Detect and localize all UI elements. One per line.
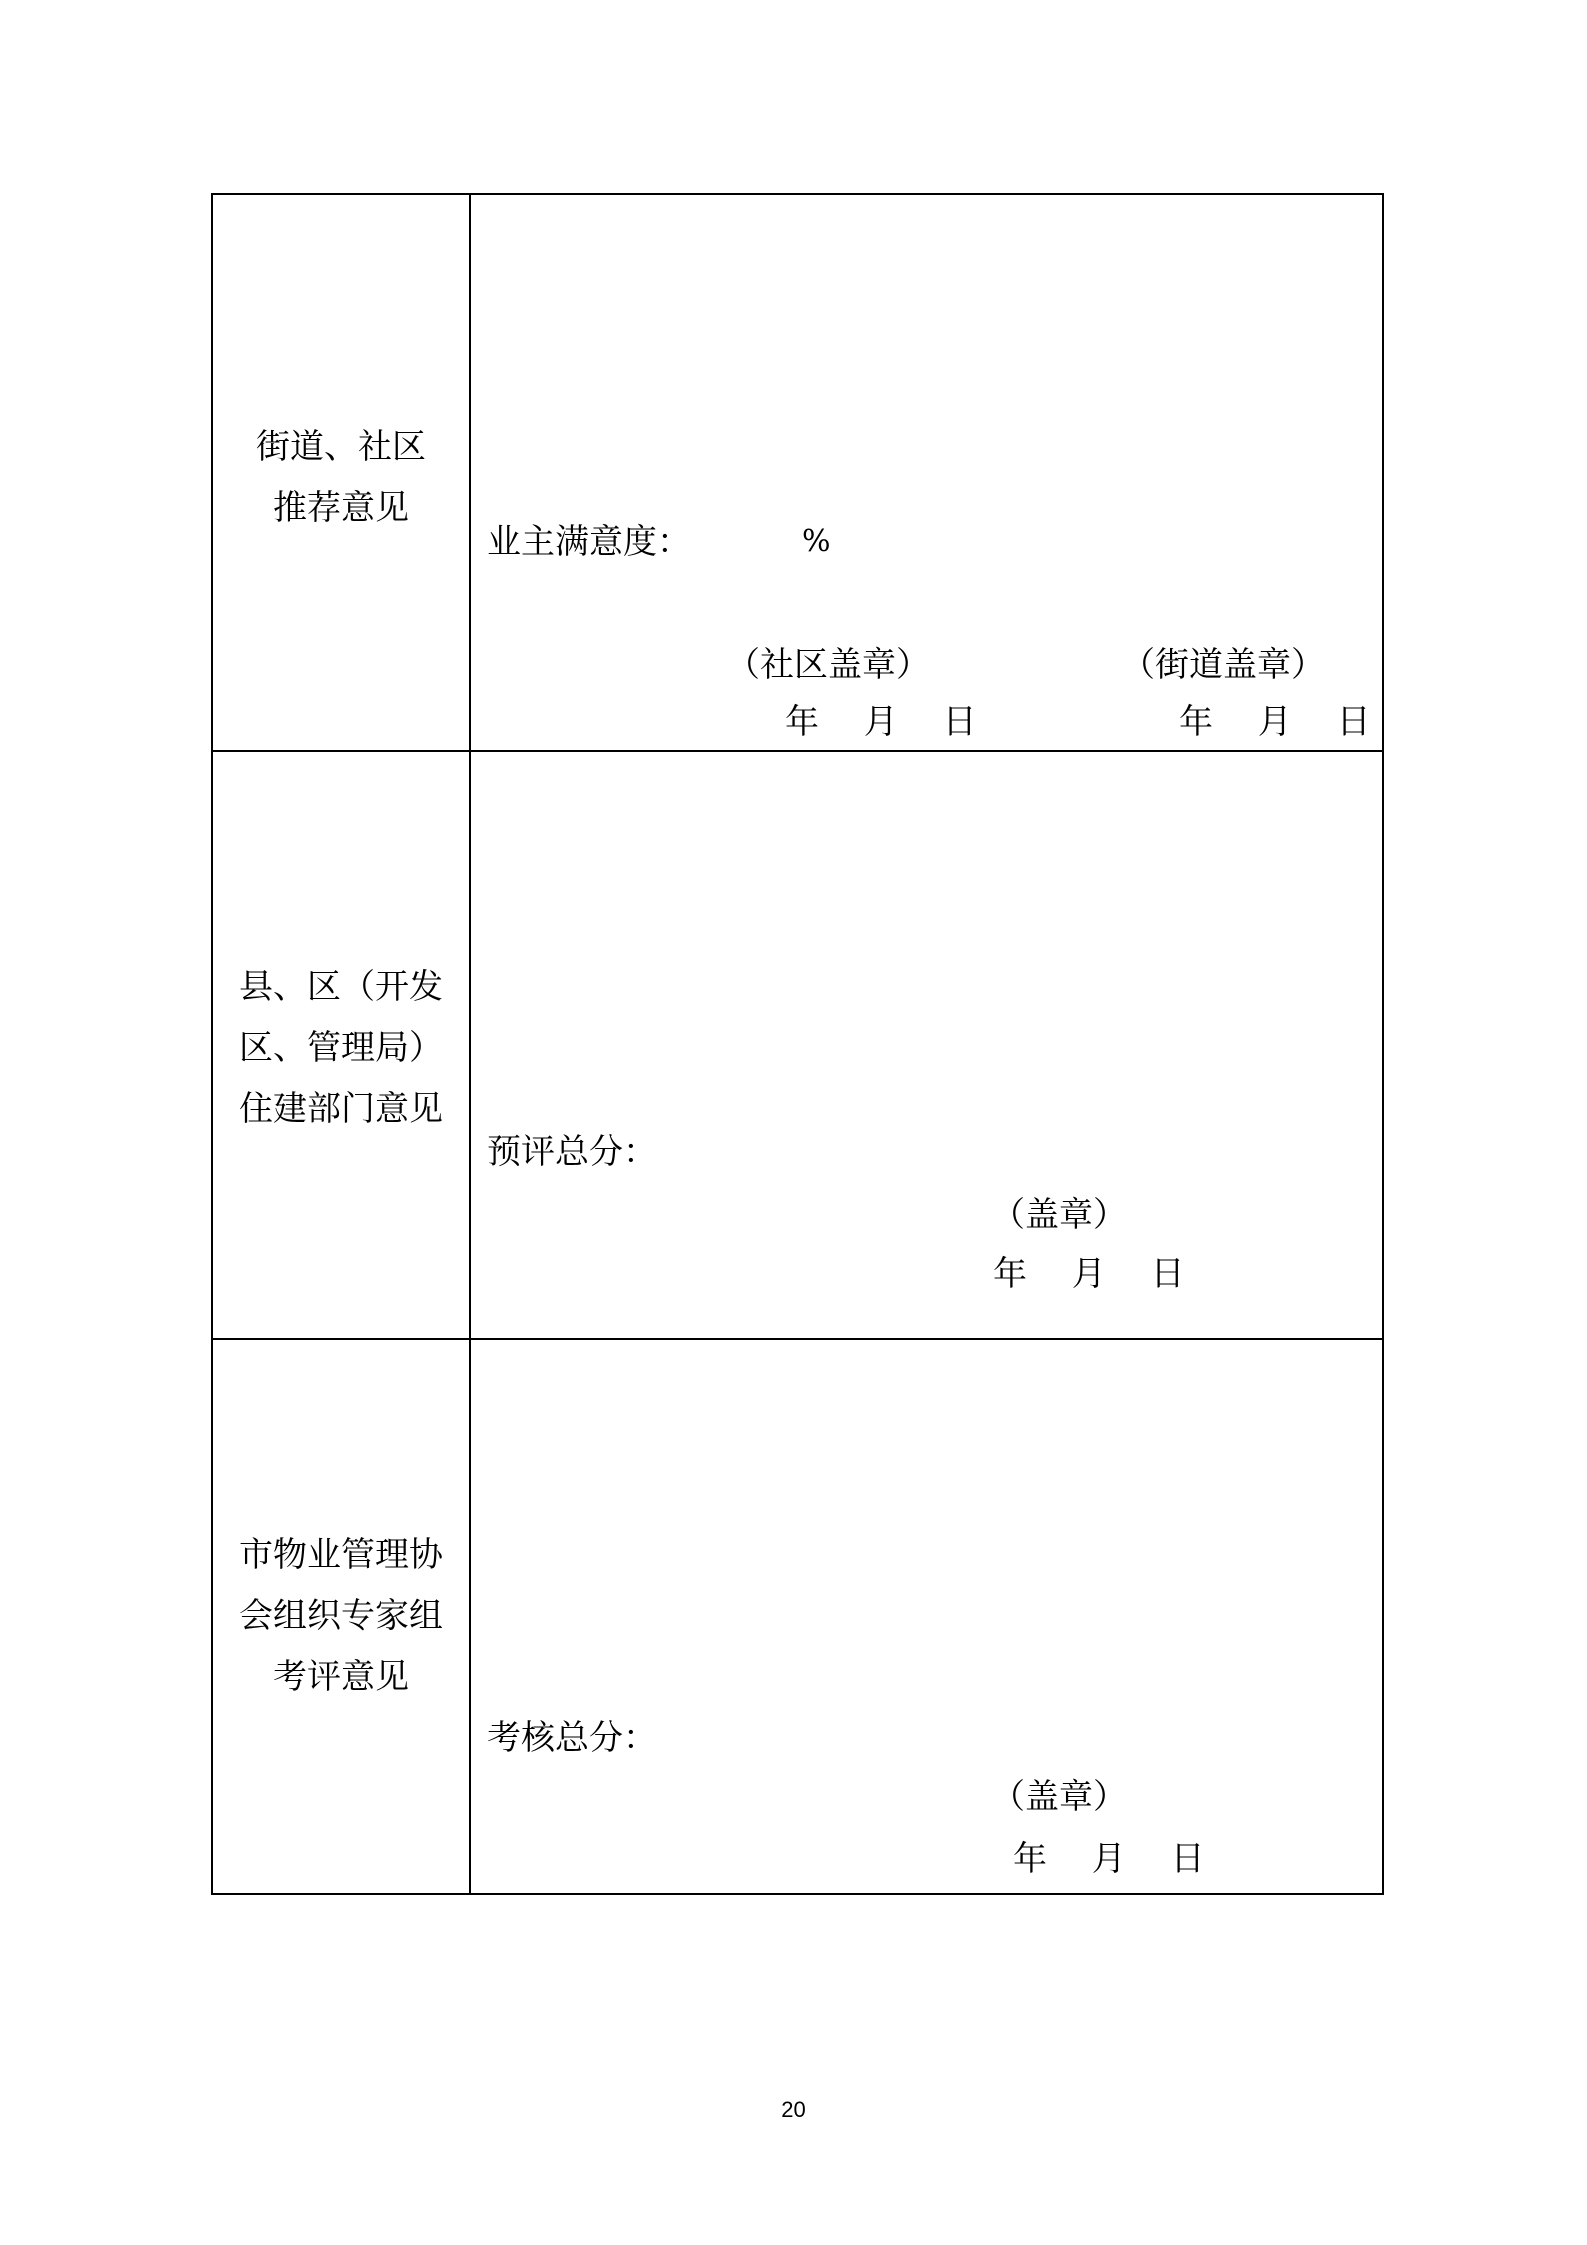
community-date: 年 月 日 [785, 702, 977, 742]
street-community-content [471, 195, 1382, 750]
county-seal-label: （盖章） [991, 1195, 1127, 1235]
county-housing-content [471, 752, 1382, 1338]
row-label-cell [213, 195, 471, 750]
street-community-label: 街道、社区 推荐意见 [256, 427, 426, 528]
street-seal-label: （街道盖章） [1121, 645, 1325, 685]
expert-review-content [471, 1340, 1382, 1895]
expert-review-row [213, 1340, 1382, 1895]
association-date: 年 月 日 [1013, 1839, 1205, 1879]
pre-evaluation-score-label: 预评总分： [487, 1132, 657, 1172]
owner-satisfaction-label: 业主满意度： [487, 522, 691, 562]
street-community-row [213, 195, 1382, 752]
row-label-cell [213, 1340, 471, 1895]
street-date: 年 月 日 [1179, 702, 1371, 742]
row-label-cell [213, 752, 471, 1338]
page-number: 20 [781, 2097, 806, 2122]
county-housing-row [213, 752, 1382, 1340]
association-seal-label: （盖章） [991, 1777, 1127, 1817]
percent-sign: % [802, 524, 831, 559]
county-date: 年 月 日 [993, 1254, 1185, 1294]
evaluation-form-table [211, 193, 1384, 1895]
assessment-score-label: 考核总分： [487, 1718, 657, 1758]
community-seal-label: （社区盖章） [726, 645, 930, 685]
county-housing-label: 县、区（开发 区、管理局） 住建部门意见 [239, 967, 443, 1129]
expert-review-label: 市物业管理协 会组织专家组 考评意见 [239, 1535, 443, 1697]
